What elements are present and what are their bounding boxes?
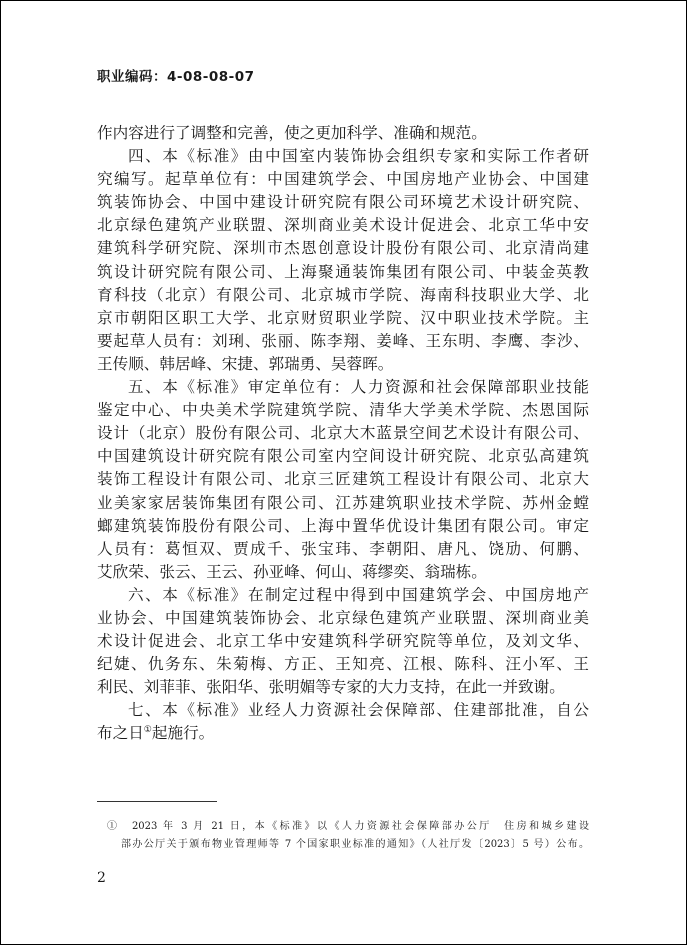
- text-line: 五、本《标准》审定单位有：人力资源和社会保障部职业技能: [128, 378, 589, 397]
- paragraph-5-review-units: [97, 376, 589, 584]
- paragraph-7-approval: [97, 699, 589, 745]
- text-line: 业美家家居装饰集团有限公司、江苏建筑职业技术学院、苏州金螳: [97, 493, 589, 512]
- text-fragment: 起施行。: [151, 724, 215, 743]
- text-line: 筑装饰协会、中国中建设计研究院有限公司环境艺术设计研究院、: [97, 193, 589, 212]
- text-line: 鉴定中心、中央美术学院建筑学院、清华大学美术学院、杰恩国际: [97, 401, 589, 420]
- text-line: 七、本《标准》业经人力资源社会保障部、住建部批准，自公: [128, 701, 589, 720]
- footnote: [107, 818, 589, 854]
- text-line: 筑设计研究院有限公司、上海聚通装饰集团有限公司、中装金英教: [97, 262, 589, 281]
- text-line: 建筑科学研究院、深圳市杰恩创意设计股份有限公司、北京清尚建: [97, 239, 589, 258]
- footnote-reference-marker[interactable]: ①: [143, 725, 152, 736]
- occupation-code-header: 职业编码：4-08-08-07: [97, 69, 255, 85]
- text-line: 人员有：葛恒双、贾成千、张宝玮、李朝阳、唐凡、饶劢、何鹏、: [97, 539, 589, 558]
- text-line: 业协会、中国建筑装饰协会、北京绿色建筑产业联盟、深圳商业美: [97, 608, 589, 627]
- text-line: 螂建筑装饰股份有限公司、上海中置华优设计集团有限公司。审定: [97, 516, 589, 535]
- text-line: 艾欣荣、张云、王云、孙亚峰、何山、蒋缪奕、翁瑞栋。: [97, 562, 487, 581]
- text-line: 育科技（北京）有限公司、北京城市学院、海南科技职业大学、北: [97, 285, 589, 304]
- text-line: [97, 722, 589, 745]
- text-line: 作内容进行了调整和完善，使之更加科学、准确和规范。: [97, 124, 487, 142]
- text-line: 设计（北京）股份有限公司、北京大木蓝景空间艺术设计有限公司、: [97, 424, 589, 443]
- text-line: 中国建筑设计研究院有限公司室内空间设计研究院、北京弘高建筑: [97, 447, 589, 466]
- text-line: 要起草人员有：刘琍、张丽、陈李翔、姜峰、王东明、李鹰、李沙、: [97, 331, 589, 350]
- text-line: 纪婕、仇务东、朱菊梅、方正、王知亮、江根、陈科、汪小军、王: [97, 655, 589, 674]
- paragraph-4-drafting-units: [97, 145, 589, 376]
- text-fragment: 布之日: [97, 724, 144, 743]
- paragraph-continuation: [97, 122, 589, 145]
- text-line: 术设计促进会、北京工华中安建筑科学研究院等单位，及刘文华、: [97, 632, 589, 651]
- footnote-line: ① 2023 年 3 月 21 日，本《标准》以《人力资源社会保障部办公厅 住房和城乡建设: [107, 821, 589, 832]
- text-line: 北京绿色建筑产业联盟、深圳商业美术设计促进会、北京工华中安: [97, 216, 589, 235]
- text-line: 京市朝阳区职工大学、北京财贸职业学院、汉中职业技术学院。主: [97, 308, 589, 327]
- text-line: 六、本《标准》在制定过程中得到中国建筑学会、中国房地产: [128, 585, 589, 604]
- text-line: 四、本《标准》由中国室内装饰协会组织专家和实际工作者研: [128, 147, 589, 166]
- text-line: 装饰工程设计有限公司、北京三匠建筑工程设计有限公司、北京大: [97, 470, 589, 489]
- page-number: 2: [97, 870, 106, 886]
- text-line: 利民、刘菲菲、张阳华、张明媚等专家的大力支持，在此一并致谢。: [97, 678, 565, 697]
- footnote-line: 部办公厅关于颁布物业管理师等 7 个国家职业标准的通知》（人社厅发〔2023〕5 号）公布。: [121, 839, 589, 850]
- text-line: 王传顺、韩居峰、宋捷、郭瑞勇、吴蓉晖。: [97, 354, 394, 373]
- body-text: [97, 122, 589, 746]
- text-line: 究编写。起草单位有：中国建筑学会、中国房地产业协会、中国建: [97, 170, 589, 189]
- paragraph-6-acknowledgements: [97, 584, 589, 699]
- footnote-divider: [97, 801, 217, 802]
